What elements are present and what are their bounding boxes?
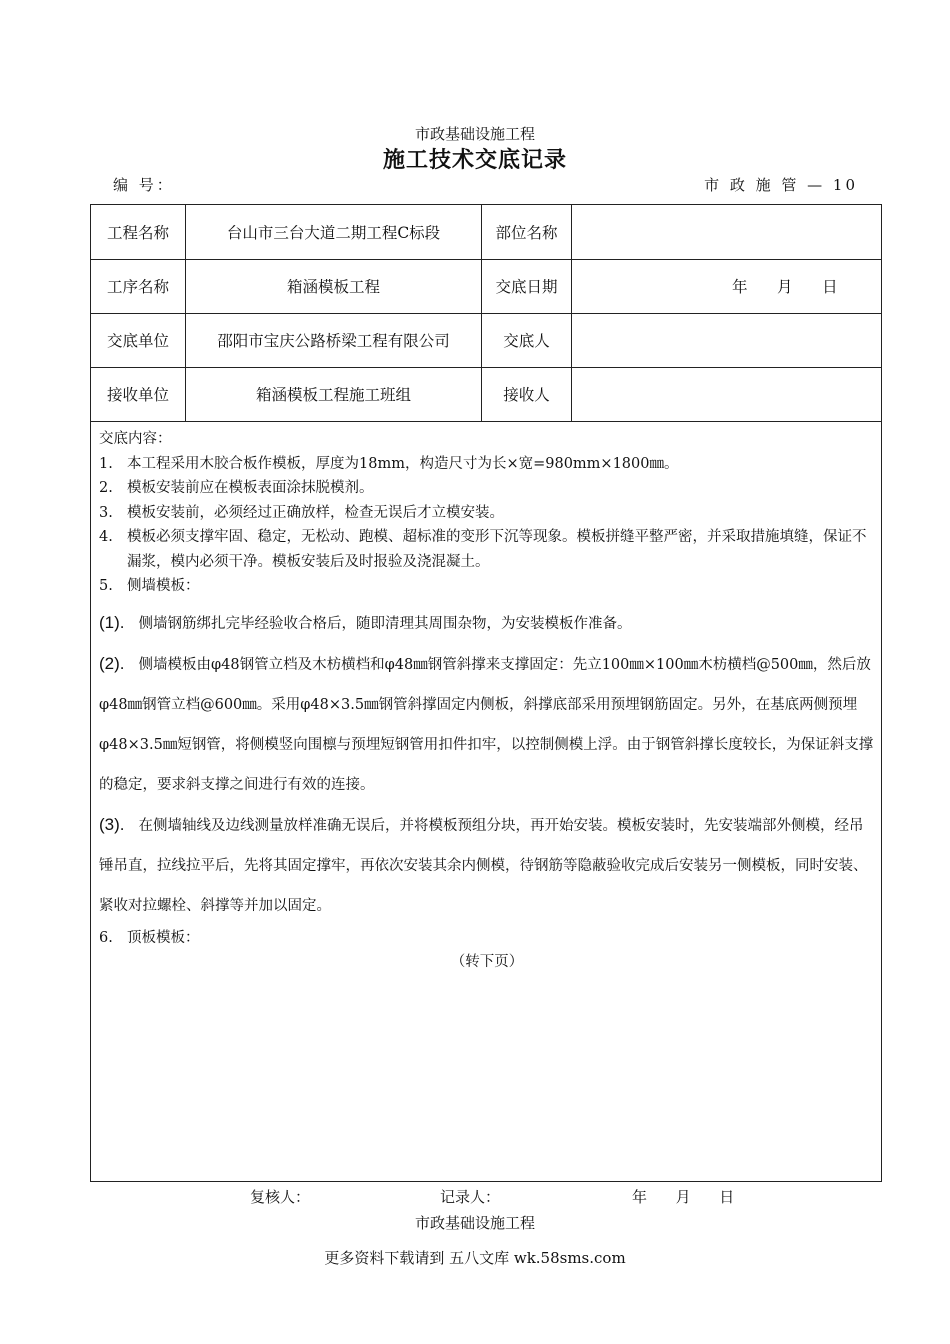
list-item xyxy=(99,574,875,599)
download-link[interactable]: 更多资料下载请到 五八文库 wk.58sms.com xyxy=(324,1249,626,1267)
table-row xyxy=(91,205,881,260)
continued-note: （转下页） xyxy=(450,954,524,970)
list-item xyxy=(99,501,875,526)
table-row xyxy=(91,259,881,314)
field-label: 工序名称 xyxy=(91,259,186,313)
list-item xyxy=(99,452,875,477)
field-label: 交底日期 xyxy=(482,259,572,313)
paragraph-number: (2). xyxy=(99,653,125,673)
paragraph xyxy=(99,603,875,644)
paragraph xyxy=(99,805,875,926)
item-text: 本工程采用木胶合板作模板，厚度为18mm，构造尺寸为长×宽=980mm×1800㎜。 xyxy=(127,455,679,472)
recorder-label: 记录人： xyxy=(440,1188,501,1206)
item-text: 模板必须支撑牢固、稳定，无松动、跑模、超标准的变形下沉等现象。模板拼缝平整严密，并采取措施填缝，保证不漏浆，模内必须干净。模板安装后及时报验及浇混凝土。 xyxy=(127,529,867,570)
paragraph xyxy=(99,644,875,805)
table-row xyxy=(91,313,881,368)
paragraph-number: (1). xyxy=(99,612,125,632)
disclosure-form xyxy=(90,204,882,1182)
item-number: 2. xyxy=(99,480,113,496)
paragraph-text: 侧墙模板由φ48钢管立档及木枋横档和φ48㎜钢管斜撑来支撑固定：先立100㎜×100㎜木枋横档@500㎜，然后放φ48㎜钢管立档@600㎜。采用φ48×3.5㎜钢管斜撑固定内侧板，斜撑底部采用预埋钢筋固定。另外，在基底两侧预埋φ48×3.5㎜短钢管，将侧模竖向围檩与预埋短钢管用扣件扣牢，以控制侧模上浮。由于钢管斜撑长度较长，为保证斜支撑的稳定，要求斜支撑之间进行有效的连接。 xyxy=(99,656,874,793)
field-label: 接收单位 xyxy=(91,367,186,421)
item-number: 6. xyxy=(99,929,113,946)
list-item xyxy=(99,476,875,501)
field-value: 箱涵模板工程 xyxy=(186,259,482,313)
content-heading: 交底内容： xyxy=(99,431,172,447)
field-value: 箱涵模板工程施工班组 xyxy=(186,367,482,421)
field-value xyxy=(572,205,883,259)
item-text: 模板安装前，必须经过正确放样，检查无误后才立模安装。 xyxy=(127,504,504,521)
doc-code: 市 政 施 管 — 10 xyxy=(704,176,858,194)
item-text: 侧墙模板： xyxy=(127,578,200,594)
reviewer-label: 复核人： xyxy=(250,1188,311,1206)
form-category: 市政基础设施工程 xyxy=(414,125,535,143)
item-text: 模板安装前应在模板表面涂抹脱模剂。 xyxy=(127,480,374,496)
field-label: 接收人 xyxy=(482,367,572,421)
field-label: 工程名称 xyxy=(91,205,186,259)
page-title: 施工技术交底记录 xyxy=(382,147,567,173)
field-value: 台山市三台大道二期工程C标段 xyxy=(186,205,482,259)
list-item xyxy=(99,926,875,951)
field-label: 部位名称 xyxy=(482,205,572,259)
paragraph-text: 在侧墙轴线及边线测量放样准确无误后，并将模板预组分块，再开始安装。模板安装时，先安装端部外侧模，经吊锤吊直，拉线拉平后，先将其固定撑牢，再依次安装其余内侧模，待钢筋等隐蔽验收完成后安装另一侧模板，同时安装、紧收对拉螺栓、斜撑等并加以固定。 xyxy=(99,817,868,914)
field-label: 交底人 xyxy=(482,313,572,367)
date-value: 年 月 日 xyxy=(732,278,838,296)
field-label: 交底单位 xyxy=(91,313,186,367)
footer-category: 市政基础设施工程 xyxy=(414,1214,535,1232)
item-number: 4. xyxy=(99,529,113,545)
paragraph-text: 侧墙钢筋绑扎完毕经验收合格后，随即清理其周围杂物，为安装模板作准备。 xyxy=(138,615,632,632)
footer-date: 年 月 日 xyxy=(632,1188,735,1206)
disclosure-content xyxy=(99,427,875,975)
field-value: 邵阳市宝庆公路桥梁工程有限公司 xyxy=(186,313,482,367)
item-number: 1. xyxy=(99,455,113,472)
paragraph-number: (3). xyxy=(99,814,125,834)
item-number: 5. xyxy=(99,578,113,594)
item-number: 3. xyxy=(99,504,113,521)
doc-number-label: 编 号： xyxy=(113,176,175,194)
list-item xyxy=(99,525,875,574)
field-value xyxy=(572,367,883,421)
item-text: 顶板模板： xyxy=(127,929,200,946)
field-value xyxy=(572,313,883,367)
table-row xyxy=(91,367,881,422)
